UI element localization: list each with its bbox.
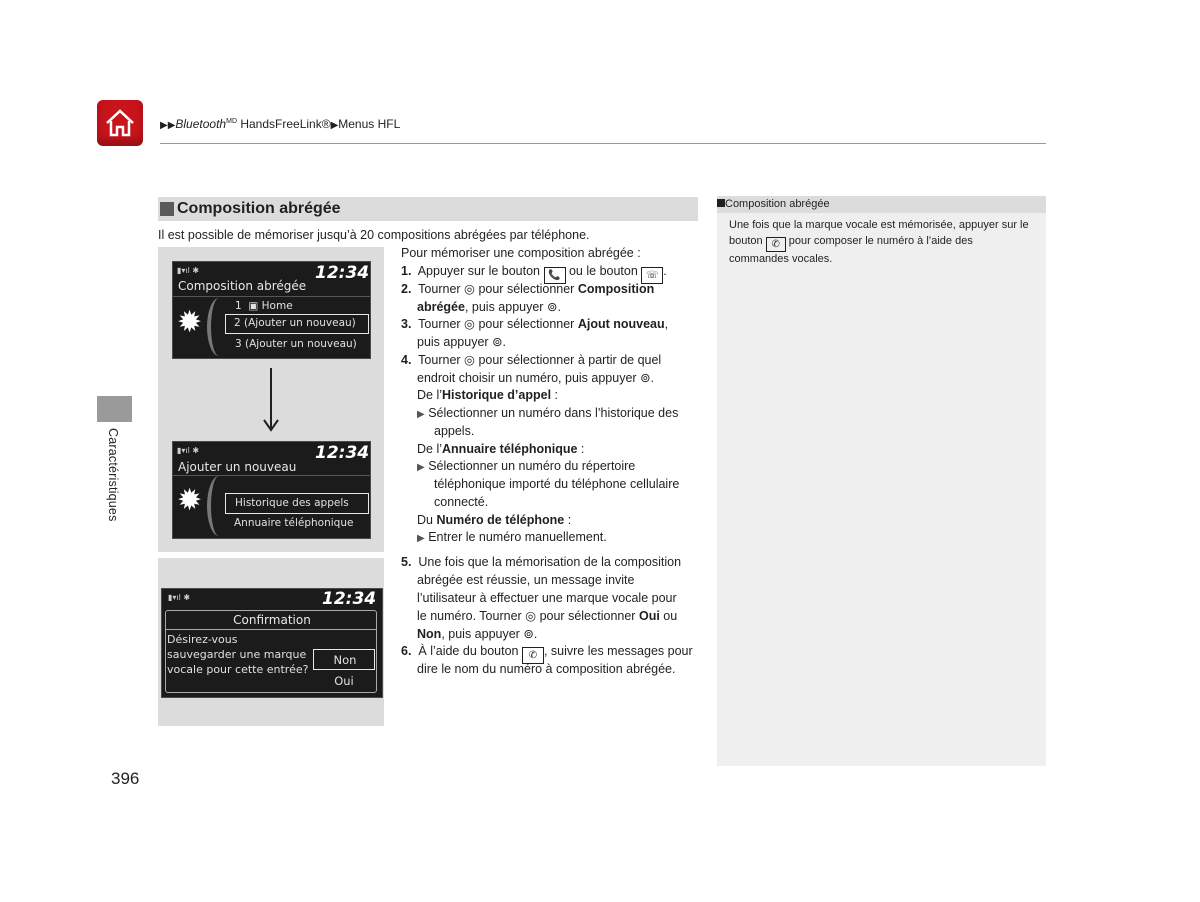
screen-speed-dial — [172, 261, 371, 359]
home-icon: ▣ — [248, 300, 259, 312]
step-3: 3. Tourner ◎ pour sélectionner Ajout nouveau, — [401, 317, 669, 331]
selector-knob-icon: ◎ — [464, 317, 475, 331]
breadcrumb-menus[interactable]: Menus HFL — [338, 117, 401, 131]
press-knob-icon: ⊚ — [523, 627, 534, 641]
note-marker-icon — [717, 199, 725, 207]
press-knob-icon: ⊚ — [640, 371, 651, 385]
chapter-tab[interactable] — [97, 396, 132, 422]
breadcrumb-bluetooth[interactable]: Bluetooth — [175, 117, 227, 131]
step-4: 4. Tourner ◎ pour sélectionner à partir de quel — [401, 353, 662, 367]
note-title: Composition abrégée — [717, 198, 830, 210]
bullet-arrow-icon: ▶ — [417, 409, 425, 420]
phone-talk-button-icon: ☏ — [641, 267, 663, 284]
breadcrumb: ▶▶Bluetooth$^{MD}$ HandsFreeLink®▶Menus HFL — [160, 117, 401, 131]
selector-knob-icon: ◎ — [464, 353, 475, 367]
list-item[interactable]: 1 ▣ Home — [235, 300, 293, 312]
home-button[interactable] — [97, 100, 143, 146]
source-phonebook: De l’Annuaire téléphonique : — [417, 442, 585, 456]
list-item[interactable]: Annuaire téléphonique — [234, 517, 354, 529]
screen-add-new — [172, 441, 371, 539]
breadcrumb-hfl[interactable]: HandsFreeLink® — [237, 117, 331, 131]
bullet-arrow-icon: ▶ — [417, 533, 425, 544]
screen-title: Composition abrégée — [178, 279, 307, 293]
source-history: De l’Historique d’appel : — [417, 388, 559, 402]
step-2: 2. Tourner ◎ pour sélectionner Composition — [401, 282, 655, 296]
source-number: Du Numéro de téléphone : — [417, 513, 572, 527]
selector-knob-icon: ◎ — [525, 609, 537, 623]
selected-item[interactable]: Historique des appels — [225, 493, 369, 514]
breadcrumb-arrow-icon: ▶▶ — [160, 120, 176, 131]
talk-button-icon: ✆ — [766, 237, 786, 252]
selector-knob-icon: ◎ — [464, 282, 475, 296]
signal-battery-icon: ▮▾ıl ✱ — [168, 593, 191, 602]
clock: 12:34 — [315, 263, 370, 283]
section-intro: Il est possible de mémoriser jusqu’à 20 compositions abrégées par téléphone. — [158, 228, 590, 242]
settings-gear-icon: ✹ — [177, 305, 203, 340]
step-5: 5. Une fois que la mémorisation de la composition — [401, 555, 682, 569]
phone-pickup-button-icon: 📞 — [544, 267, 566, 284]
note-panel — [717, 196, 1046, 766]
talk-button-icon: ✆ — [522, 647, 544, 664]
step-1: 1. Appuyer sur le bouton 📞 ou le bouton ☏ . — [401, 263, 667, 284]
step-6: 6. À l’aide du bouton ✆ , suivre les messages pour — [401, 643, 693, 664]
note-body: Une fois que la marque vocale est mémorisée, appuyer sur le bouton ✆ pour composer le numéro à l’aide des commandes vocales. — [729, 219, 1029, 265]
house-icon — [104, 107, 136, 139]
option-yes[interactable]: Oui — [334, 674, 354, 688]
press-knob-icon: ⊚ — [546, 300, 558, 314]
dialog-question: vocale pour cette entrée? — [167, 663, 309, 676]
clock: 12:34 — [322, 589, 377, 609]
heading-square-icon — [160, 202, 174, 216]
screen-confirmation — [161, 588, 383, 698]
option-no[interactable]: Non — [313, 649, 375, 670]
press-knob-icon: ⊚ — [492, 335, 503, 349]
chapter-label: Caractéristiques — [106, 428, 120, 522]
section-title: Composition abrégée — [177, 200, 341, 217]
screen-title: Ajouter un nouveau — [178, 460, 297, 474]
list-item[interactable]: 3 (Ajouter un nouveau) — [235, 338, 357, 350]
steps-lead: Pour mémoriser une composition abrégée : — [401, 246, 641, 260]
dialog-title: Confirmation — [233, 613, 311, 627]
signal-battery-icon: ▮▾ıl ✱ — [177, 266, 200, 275]
header-rule — [160, 143, 1046, 144]
clock: 12:34 — [315, 443, 370, 463]
dialog-question: Désirez-vous — [167, 633, 238, 646]
selected-item[interactable]: 2 (Ajouter un nouveau) — [225, 314, 369, 334]
page-number: 396 — [111, 769, 140, 788]
down-arrow-icon — [260, 366, 282, 434]
dialog-question: sauvegarder une marque — [167, 648, 307, 661]
section-heading — [158, 197, 698, 221]
breadcrumb-arrow-icon: ▶ — [330, 120, 339, 131]
settings-gear-icon: ✹ — [177, 483, 203, 518]
signal-battery-icon: ▮▾ıl ✱ — [177, 446, 200, 455]
bullet-arrow-icon: ▶ — [417, 462, 425, 473]
